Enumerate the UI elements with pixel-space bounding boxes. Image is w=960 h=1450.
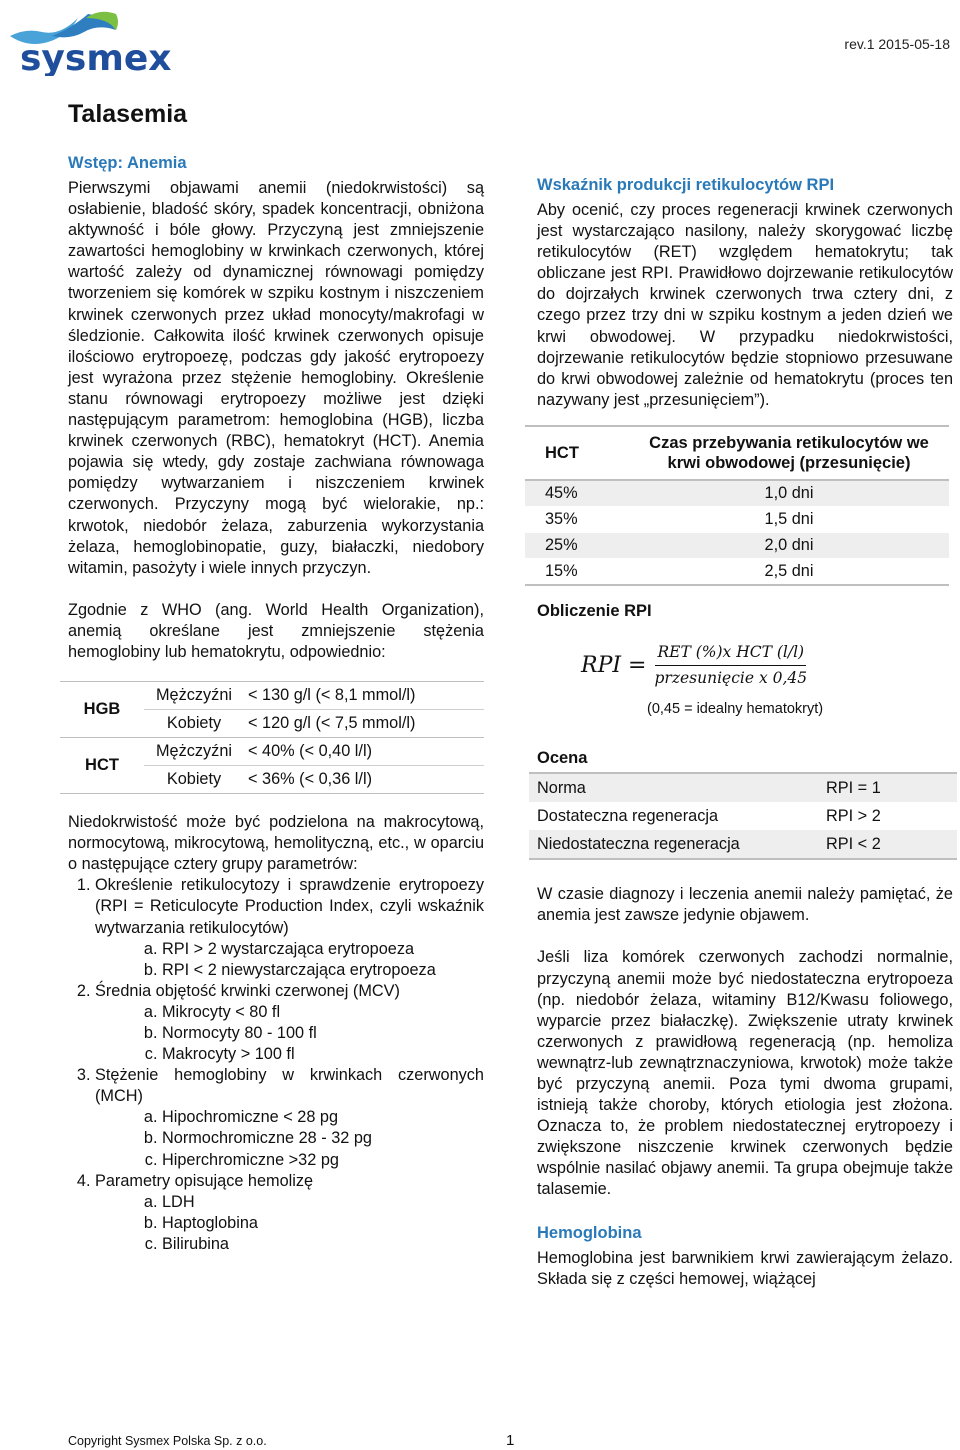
page-number: 1 (506, 1432, 515, 1449)
calc-heading: Obliczenie RPI (537, 601, 652, 620)
classification-list (68, 875, 484, 1255)
list-item: b. Haptoglobina (162, 1213, 484, 1234)
hct-cell: 15% (525, 558, 629, 585)
formula-note: (0,45 = idealny hematokryt) (647, 701, 824, 718)
list-item: a. Mikrocyty < 80 fl (162, 1002, 484, 1023)
left-column (68, 152, 484, 1255)
param-hct: HCT (60, 738, 144, 794)
assessment-heading: Ocena (529, 744, 957, 773)
intro-paragraph: Pierwszymi objawami anemii (niedokrwistości) są osłabienie, bladość skóry, spadek koncentracji, obniżona aktywność i bóle głowy. Przyczyną jest zmniejszenie zawartości hemoglobiny w krwinkach czerwonych, której wartość zależy od dynamicznej równowagi pomiędzy tworzeniem się komórek w szpiku kostnym i niszczeniem krwinek czerwonych przez układ monocyty/makrofagi w śledzionie. Całkowita ilość krwinek czerwonych opisuje ilościowo erytropoezę, podczas gdy jakość erytropoezy jest wyrażona przez stężenie hemoglobiny. Określenie stanu równowagi erytropoezy możliwe jest dzięki następującym parametrom: hemoglobina (HGB), liczba krwinek czerwonych (RBC), hematokryt (HCT). Anemia pojawia się wtedy, gdy zostaje zachwiana równowaga pomiędzy wytwarzaniem i niszczeniem krwinek czerwonych. Przyczyny mogą być wielorakie, np.: krwotok, niedobór żelaza, zaburzenia wykorzystania żelaza, hemoglobinopatie, guzy, białaczki, niedobory witamin, pasożyty i wiele innych przyczyn. (68, 179, 484, 577)
revision-label: rev.1 2015-05-18 (844, 36, 950, 52)
sysmex-logo-icon (8, 6, 228, 76)
rpi-heading: Wskaźnik produkcji retikulocytów RPI (537, 176, 835, 194)
list-item: a. Hipochromiczne < 28 pg (162, 1107, 484, 1128)
formula-denominator: przesunięcie x 0,45 (654, 669, 808, 688)
page-title: Talasemia (68, 100, 188, 128)
hemoglobin-paragraph: Hemoglobina jest barwnikiem krwi zawierającym żelazo. Składa się z części hemowej, wiążącej (537, 1248, 953, 1288)
col-shift-header: Czas przebywania retikulocytów we krwi obwodowej (przesunięcie) (629, 426, 949, 480)
list-item: 3. Stężenie hemoglobiny w krwinkach czerwonych (MCH) a. Hipochromiczne < 28 pg b. Normochromiczne 28 - 32 pg c. Hiperchromiczne >32 pg (95, 1065, 484, 1170)
table-row (60, 738, 484, 766)
assessment-table (529, 744, 957, 860)
sub-list (95, 1107, 484, 1170)
table-row (525, 480, 949, 507)
sex-cell: Mężczyźni (144, 682, 244, 710)
days-cell: 1,5 dni (629, 506, 949, 532)
list-item: a. LDH (162, 1192, 484, 1213)
svg-text:sysmex: sysmex (20, 38, 172, 76)
list-item: b. Normochromiczne 28 - 32 pg (162, 1128, 484, 1149)
table-row (525, 532, 949, 558)
who-paragraph: Zgodnie z WHO (ang. World Health Organization), anemią określane jest zmniejszenie stężenia hemoglobiny lub hematokrytu, odpowiednio: (68, 600, 484, 661)
notes-paragraph-1: W czasie diagnozy i leczenia anemii należy pamiętać, że anemia jest zawsze jedynie objawem. (537, 885, 953, 925)
list-item: a. RPI > 2 wystarczająca erytropoeza (162, 939, 484, 960)
assessment-label: Dostateczna regeneracja (537, 806, 719, 825)
list-item: b. Normocyty 80 - 100 fl (162, 1023, 484, 1044)
sex-cell: Kobiety (144, 710, 244, 738)
sub-list (95, 1002, 484, 1065)
table-row (525, 558, 949, 585)
list-item: c. Makrocyty > 100 fl (162, 1044, 484, 1065)
footer-copyright: Copyright Sysmex Polska Sp. z o.o. (68, 1434, 267, 1448)
assessment-label: Norma (529, 773, 818, 802)
days-cell: 2,0 dni (629, 532, 949, 558)
notes-paragraph-2: Jeśli liza komórek czerwonych zachodzi normalnie, przyczyną anemii może być niedostateczna erytropoeza (np. niedobór żelaza, witaminy B12/Kwasu foliowego, wyparcie przez białaczkę). Zwiększenie utraty krwinek czerwonych z prawidłową regeneracją (np. hemoliza wewnątrz-lub zewnątrznaczyniowa, krwotok) może także być przyczyną anemii. Poza tymi dwoma grupami, istnieją także choroby, których etiologia jest złożona. Oznacza to, że problem niedostatecznej erytropoezy i zwiększone niszczenie krwinek czerwonych będzie wspólnie nasilać objawy anemii. Ta grupa obejmuje także talasemie. (537, 948, 953, 1199)
hct-cell: 25% (525, 532, 629, 558)
rpi-paragraph: Aby ocenić, czy proces regeneracji krwinek czerwonych jest wystarczająco nasilony, należy skorygować liczbę retikulocytów (RET) względem hematokrytu; tak obliczane jest RPI. Prawidłowo dojrzewanie retikulocytów do dojrzałych krwinek czerwonych trwa cztery dni, z czego przez trzy dni w szpiku kostnym a jeden dzień we krwi obwodowej. W przypadku niedokrwistości, dojrzewanie retikulocytów będzie stopniowo przesuwane do krwi obwodowej zależnie od hematokrytu (proces ten nazywany jest „przesunięciem”). (537, 201, 953, 409)
list-item: 4. Parametry opisujące hemolizę a. LDH b. Haptoglobina c. Bilirubina (95, 1171, 484, 1255)
table-row (529, 830, 957, 859)
param-hgb: HGB (60, 682, 144, 738)
table-row (525, 506, 949, 532)
value-cell: < 40% (< 0,40 l/l) (244, 738, 484, 766)
table-row (529, 802, 957, 830)
hct-cell: 45% (525, 480, 629, 507)
hct-cell: 35% (525, 506, 629, 532)
days-cell: 1,0 dni (629, 480, 949, 507)
intro-heading: Wstęp: Anemia (68, 154, 187, 172)
formula-numerator: RET (%)x HCT (l/l) (655, 642, 806, 666)
table-row (529, 773, 957, 802)
value-cell: < 120 g/l (< 7,5 mmol/l) (244, 710, 484, 738)
sub-list (95, 1192, 484, 1255)
classification-intro: Niedokrwistość może być podzielona na makrocytową, normocytową, mikrocytową, hemolityczną, etc., w oparciu o następujące cztery grupy parametrów: (68, 813, 484, 874)
assessment-value: RPI > 2 (826, 806, 881, 825)
shift-table (525, 425, 949, 586)
list-item: b. RPI < 2 niewystarczająca erytropoeza (162, 960, 484, 981)
list-item: 2. Średnia objętość krwinki czerwonej (MCV) a. Mikrocyty < 80 fl b. Normocyty 80 - 100 fl c. Makrocyty > 100 fl (95, 981, 484, 1065)
assessment-label: Niedostateczna regeneracja (529, 830, 818, 859)
table-header (529, 744, 957, 773)
who-criteria-table (60, 681, 484, 794)
rpi-formula (581, 642, 953, 689)
table-row (60, 682, 484, 710)
sub-list (95, 939, 484, 981)
value-cell: < 36% (< 0,36 l/l) (244, 766, 484, 794)
formula-fraction (654, 642, 807, 689)
sysmex-logo (8, 6, 228, 76)
sex-cell: Mężczyźni (144, 738, 244, 766)
hemoglobin-heading: Hemoglobina (537, 1223, 642, 1242)
value-cell: < 130 g/l (< 8,1 mmol/l) (244, 682, 484, 710)
formula-lhs: RPI = (581, 652, 647, 678)
list-item: c. Bilirubina (162, 1234, 484, 1255)
list-item: c. Hiperchromiczne >32 pg (162, 1150, 484, 1171)
assessment-value: RPI < 2 (818, 830, 957, 859)
days-cell: 2,5 dni (629, 558, 949, 585)
assessment-value: RPI = 1 (818, 773, 957, 802)
right-column (537, 174, 953, 1290)
col-hct-header: HCT (525, 426, 629, 480)
table-header (525, 426, 949, 480)
list-item: 1. Określenie retikulocytozy i sprawdzenie erytropoezy (RPI = Reticulocyte Production Index, czyli wskaźnik wytwarzania retikulocytów) a. RPI > 2 wystarczająca erytropoeza b. RPI < 2 niewystarczająca erytropoeza (95, 875, 484, 980)
sex-cell: Kobiety (144, 766, 244, 794)
